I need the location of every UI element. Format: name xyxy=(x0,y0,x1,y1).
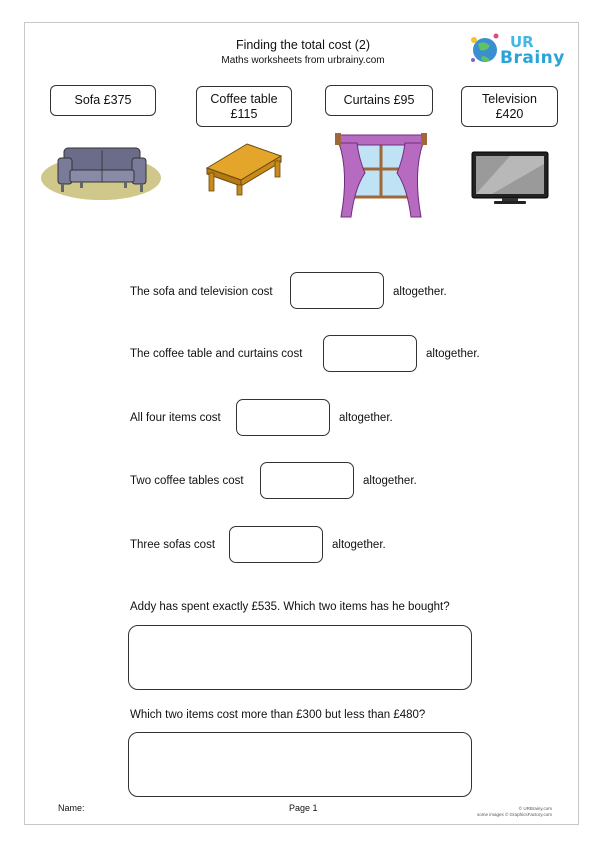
curtains-price-text: Curtains £95 xyxy=(343,93,415,107)
question-5-text: Three sofas cost xyxy=(130,539,216,551)
sofa-icon xyxy=(40,140,162,202)
question-5-suffix: altogether. xyxy=(332,539,386,551)
name-label: Name: xyxy=(58,803,85,813)
logo-text-top: UR xyxy=(510,33,534,51)
question-4-suffix: altogether. xyxy=(363,475,417,487)
question-1-suffix: altogether. xyxy=(393,286,447,298)
answer-box-1[interactable] xyxy=(290,272,384,309)
answer-box-4[interactable] xyxy=(260,462,354,499)
footer-credits xyxy=(460,806,552,818)
sofa-price-label xyxy=(50,85,156,116)
word-problem-1-answer-box[interactable] xyxy=(128,625,472,690)
worksheet-title: Finding the total cost (2) xyxy=(235,38,371,52)
television-name: Television xyxy=(482,91,537,106)
coffee-table-price-label xyxy=(196,86,292,127)
television-price-label xyxy=(461,86,558,127)
curtains-icon xyxy=(333,127,429,219)
worksheet-subtitle: Maths worksheets from urbrainy.com xyxy=(221,55,385,66)
sofa-price-text: Sofa £375 xyxy=(74,93,132,107)
curtains-price-label xyxy=(325,85,433,116)
page-number: Page 1 xyxy=(289,803,318,813)
answer-box-5[interactable] xyxy=(229,526,323,563)
word-problem-1-text: Addy has spent exactly £535. Which two items has he bought? xyxy=(130,601,450,613)
question-3-text: All four items cost xyxy=(130,412,221,424)
question-2-suffix: altogether. xyxy=(426,348,480,360)
logo-text-bottom: Brainy xyxy=(500,48,565,68)
image-credit-text: some images © GraphicsFactory.com xyxy=(476,812,552,817)
word-problem-2-answer-box[interactable] xyxy=(128,732,472,797)
question-1-text: The sofa and television cost xyxy=(130,286,273,298)
answer-box-2[interactable] xyxy=(323,335,417,372)
question-2-text: The coffee table and curtains cost xyxy=(130,348,303,360)
television-price: £420 xyxy=(495,106,524,121)
question-3-suffix: altogether. xyxy=(339,412,393,424)
coffee-table-name: Coffee table xyxy=(210,91,278,106)
answer-box-3[interactable] xyxy=(236,399,330,436)
urbrainy-logo xyxy=(470,30,565,70)
question-4-text: Two coffee tables cost xyxy=(130,475,244,487)
television-icon xyxy=(470,150,550,206)
word-problem-2-text: Which two items cost more than £300 but less than £480? xyxy=(130,709,426,721)
copyright-text: © URBrainy.com xyxy=(518,806,552,811)
coffee-table-price: £115 xyxy=(230,106,258,121)
coffee-table-icon xyxy=(203,142,283,196)
